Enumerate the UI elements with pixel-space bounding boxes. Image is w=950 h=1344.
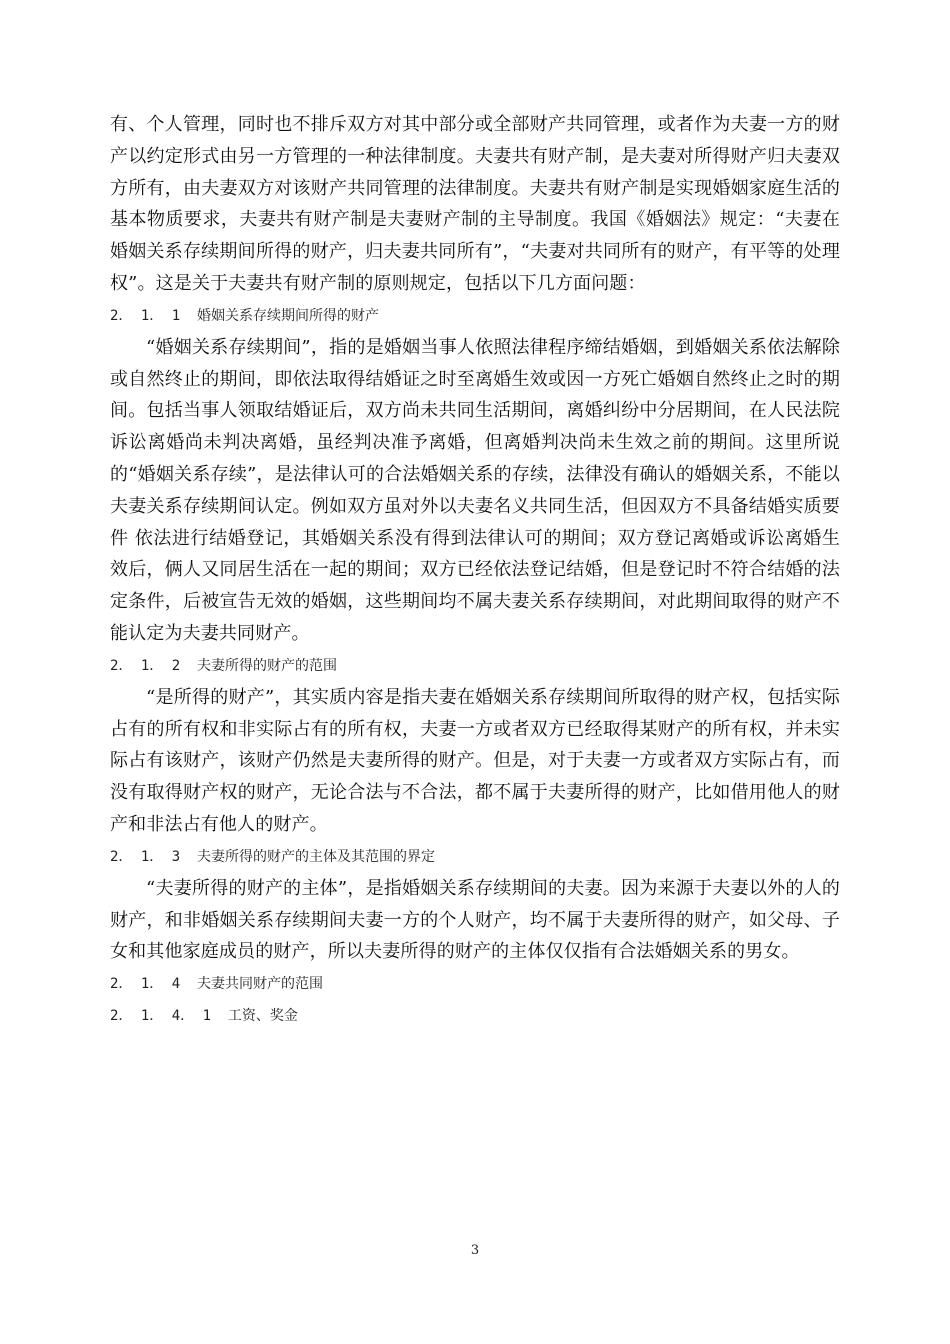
section-heading-2-1-2: 2． 1． 2 夫妻所得的财产的范围 — [110, 657, 338, 674]
paragraph-marriage-duration: “婚姻关系存续期间”，指的是婚姻当事人依照法律程序缔结婚姻，到婚姻关系依法解除或自然终止的期间，即依法取得结婚证之时至离婚生效或因一方死亡婚姻自然终止之时的期间。包括当事人领取结婚证后，双方尚未共同生活期间，离婚纠纷中分居期间，在人民法院诉讼离婚尚未判决离婚，虽经判决准予离婚，但离婚判决尚未生效之前的期间。这里所说的“婚姻关系存续”，是法律认可的合法婚姻关系的存续，法律没有确认的婚姻关系，不能以夫妻关系存续期间认定。例如双方虽对外以夫妻名义共同生活，但因双方不具备结婚实质要件 依法进行结婚登记，其婚姻关系没有得到法律认可的期间；双方登记离婚或诉讼离婚生效后，俩人又同居生活在一起的期间；双方已经依法登记结婚，但是登记时不符合结婚的法定条件，后被宣告无效的婚姻，这些期间均不属夫妻关系存续期间，对此期间取得的财产不能认定为夫妻共同财产。 — [110, 336, 840, 644]
section-heading-2-1-1: 2． 1． 1 婚姻关系存续期间所得的财产 — [110, 307, 380, 324]
page-number: 3 — [470, 1243, 480, 1258]
section-heading-2-1-4-1: 2． 1． 4． 1 工资、奖金 — [110, 1008, 298, 1025]
paragraph-continued-intro: 有、个人管理，同时也不排斥双方对其中部分或全部财产共同管理，或者作为夫妻一方的财产以约定形式由另一方管理的一种法律制度。夫妻共有财产制，是夫妻对所得财产归夫妻双方所有，由夫妻双方对该财产共同管理的法律制度。夫妻共有财产制是实现婚姻家庭生活的基本物质要求，夫妻共有财产制是夫妻财产制的主导制度。我国《婚姻法》规定：“夫妻在婚姻关系存续期间所得的财产，归夫妻共同所有”，“夫妻对共同所有的财产，有平等的处理权”。这是关于夫妻共有财产制的原则规定，包括以下几方面问题： — [110, 114, 840, 294]
paragraph-property-scope: “是所得的财产”，其实质内容是指夫妻在婚姻关系存续期间所取得的财产权，包括实际占有的所有权和非实际占有的所有权，夫妻一方或者双方已经取得某财产的所有权，并未实际占有该财产，该财产仍然是夫妻所得的财产。但是，对于夫妻一方或者双方实际占有，而没有取得财产权的财产，无论合法与不合法，都不属于夫妻所得的财产，比如借用他人的财产和非法占有他人的财产。 — [110, 686, 840, 835]
document-body — [110, 109, 840, 1032]
paragraph-property-subject: “夫妻所得的财产的主体”，是指婚姻关系存续期间的夫妻。因为来源于夫妻以外的人的财产，和非婚姻关系存续期间夫妻一方的个人财产，均不属于夫妻所得的财产，如父母、子女和其他家庭成员的财产，所以夫妻所得的财产的主体仅仅指有合法婚姻关系的男女。 — [110, 877, 840, 963]
section-heading-2-1-4: 2． 1． 4 夫妻共同财产的范围 — [110, 976, 324, 993]
section-heading-2-1-3: 2． 1． 3 夫妻所得的财产的主体及其范围的界定 — [110, 848, 435, 865]
